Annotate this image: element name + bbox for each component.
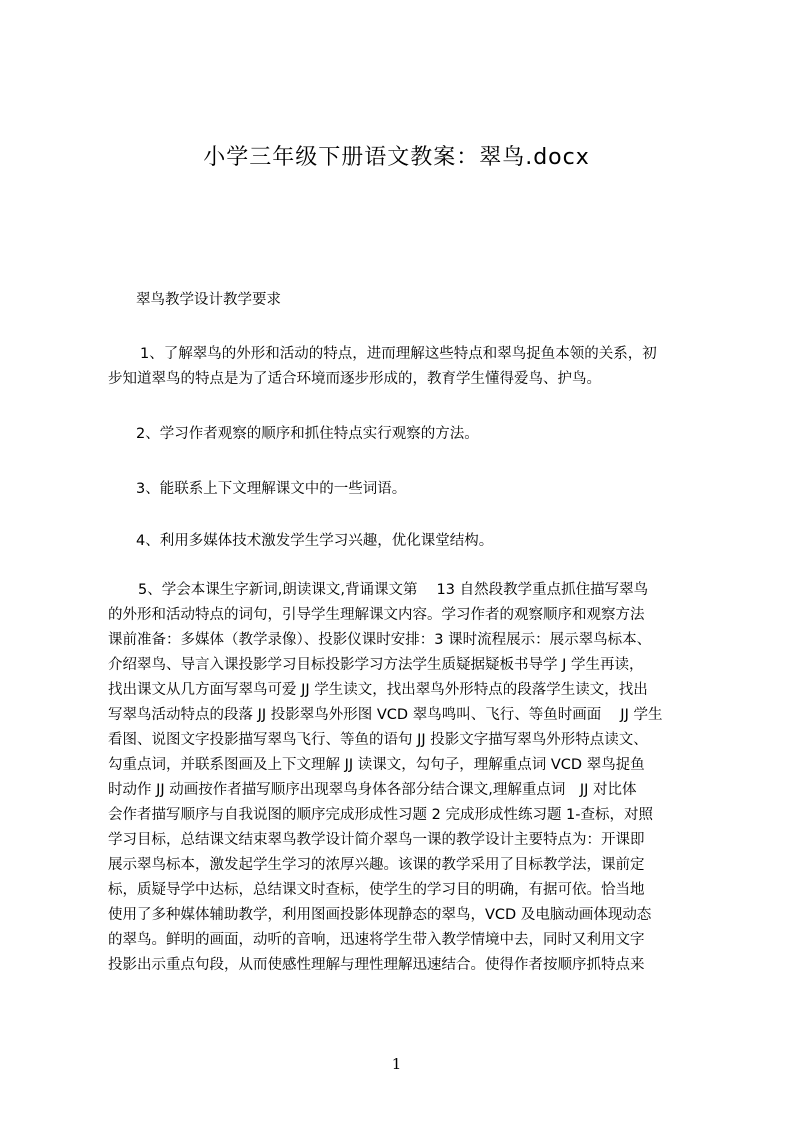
objective-5-body	[108, 578, 698, 978]
body-line: 会作者描写顺序与自我说图的顺序完成形成性习题 2 完成形成性练习题 1-查标，对照	[108, 807, 654, 823]
body-line: 介绍翠鸟、导言入课投影学习目标投影学习方法学生质疑据疑板书导学 J 学生再读，	[108, 657, 644, 673]
objective-1-line-2: 步知道翠鸟的特点是为了适合环境而逐步形成的，教育学生懂得爱鸟、护鸟。	[108, 371, 601, 387]
objective-4	[136, 529, 726, 554]
objective-3	[136, 477, 726, 502]
body-line: 的翠鸟。鲜明的画面，动听的音响，迅速将学生带入教学情境中去，同时又利用文字	[108, 932, 645, 948]
body-line: 的外形和活动特点的词句，引导学生理解课文内容。学习作者的观察顺序和观察方法	[108, 607, 645, 623]
objective-3-text: 3、能联系上下文理解课文中的一些词语。	[136, 481, 407, 497]
body-line: 看图、说图文字投影描写翠鸟飞行、等鱼的语句 JJ 投影文字描写翠鸟外形特点读文、	[108, 732, 648, 748]
body-line: 写翠鸟活动特点的段落 JJ 投影翠鸟外形图 VCD 翠鸟鸣叫、飞行、等鱼时画面 JJ 学生	[108, 707, 663, 723]
body-line: 使用了多种媒体辅助教学，利用图画投影体现静态的翠鸟，VCD 及电脑动画体现动态	[108, 907, 652, 923]
body-line: 学习目标，总结课文结束翠鸟教学设计简介翠鸟一课的教学设计主要特点为：开课即	[108, 832, 645, 848]
section-heading	[136, 288, 726, 313]
objective-4-text: 4、利用多媒体技术激发学生学习兴趣，优化课堂结构。	[136, 533, 494, 549]
body-line: 投影出示重点句段，从而使感性理解与理性理解迅速结合。使得作者按顺序抓特点来	[108, 957, 645, 973]
objective-1-line-1: 1、了解翠鸟的外形和活动的特点，进而理解这些特点和翠鸟捉鱼本领的关系，初	[140, 346, 657, 362]
body-line: 勾重点词，并联系图画及上下文理解 JJ 读课文，勾句子，理解重点词 VCD 翠鸟捉鱼	[108, 757, 645, 773]
objective-1	[108, 342, 698, 392]
objective-2	[136, 422, 726, 447]
body-line: 找出课文从几方面写翠鸟可爱 JJ 学生读文，找出翠鸟外形特点的段落学生读文，找出	[108, 682, 648, 698]
page-number: 1	[391, 1055, 402, 1073]
body-line: 标，质疑导学中达标，总结课文时查标，使学生的学习目的明确，有据可依。恰当地	[108, 882, 645, 898]
body-line: 5、学会本课生字新词,朗读课文,背诵课文第 13 自然段教学重点抓住描写翠鸟	[138, 582, 649, 598]
body-line: 课前准备：多媒体（教学录像）、投影仪课时安排：3 课时流程展示：展示翠鸟标本、	[108, 632, 652, 648]
body-line: 时动作 JJ 动画按作者描写顺序出现翠鸟身体各部分结合课文,理解重点词 JJ 对比体	[108, 782, 637, 798]
objective-2-text: 2、学习作者观察的顺序和抓住特点实行观察的方法。	[136, 426, 479, 442]
heading-text: 翠鸟教学设计教学要求	[136, 292, 281, 308]
body-line: 展示翠鸟标本，激发起学生学习的浓厚兴趣。该课的教学采用了目标教学法，课前定	[108, 857, 645, 873]
document-title: 小学三年级下册语文教案：翠鸟.docx	[203, 145, 590, 170]
